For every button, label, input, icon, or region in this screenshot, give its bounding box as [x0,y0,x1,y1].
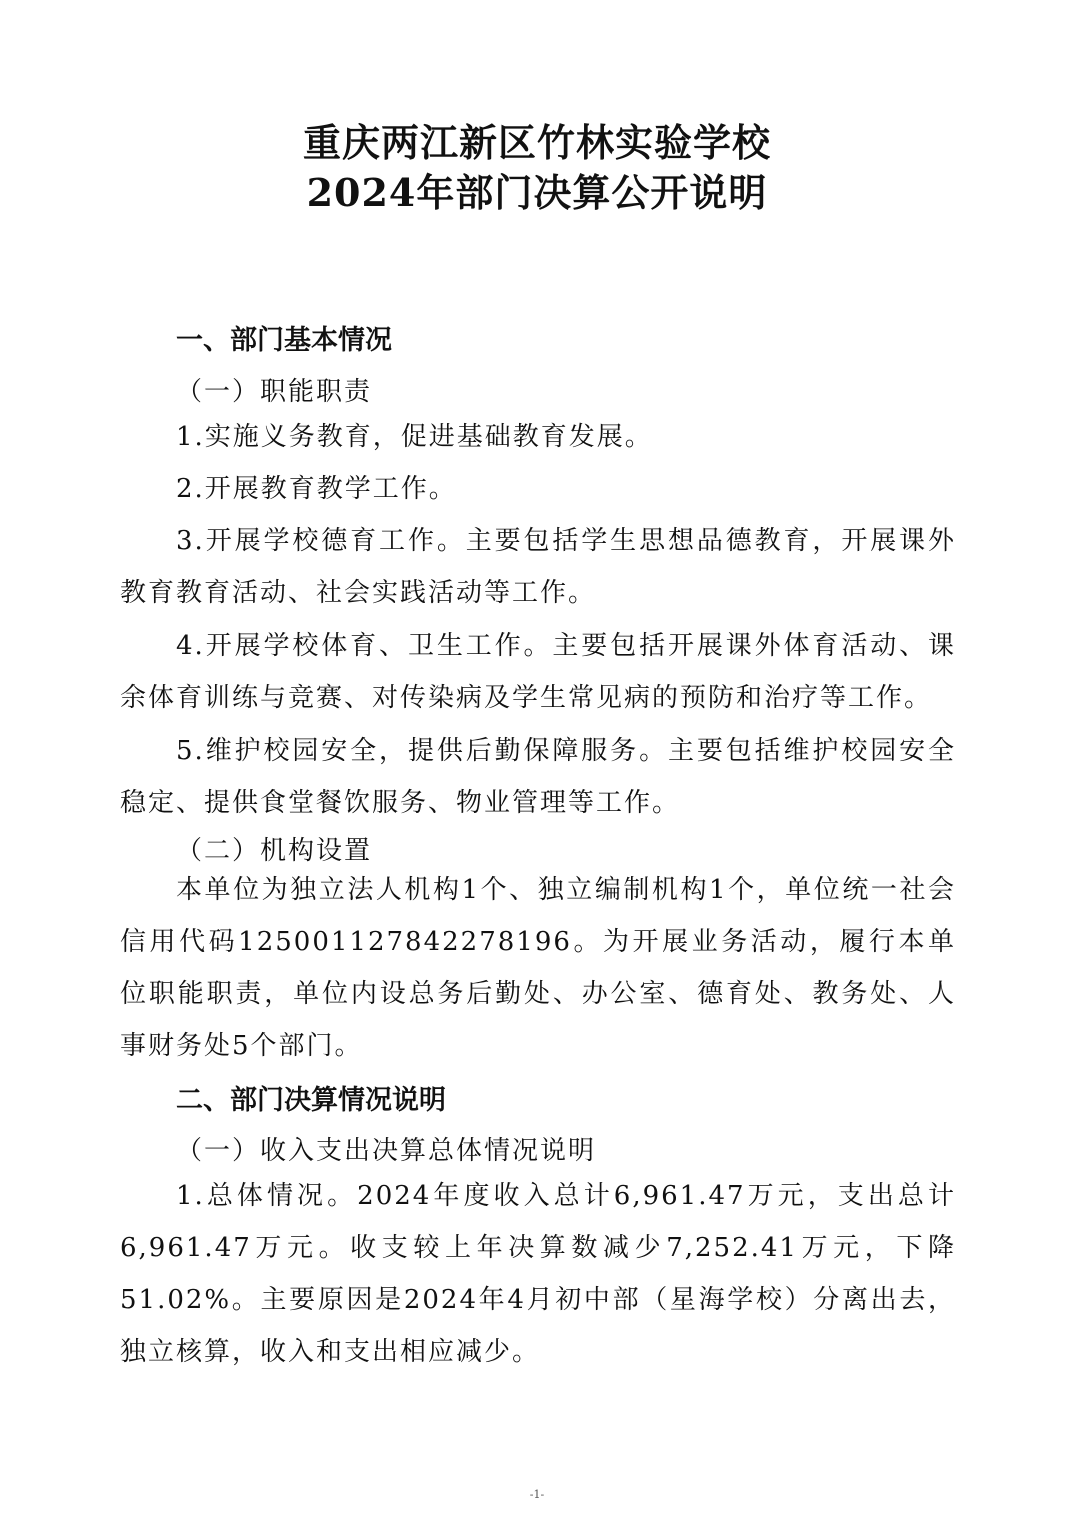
organization-paragraph: 本单位为独立法人机构1个、独立编制机构1个，单位统一社会信用代码125001127842278196。为开展业务活动，履行本单位职能职责，单位内设总务后勤处、办公室、德育处、教务处、人事财务处5个部门。 [120,875,956,1061]
document-title-line1: 重庆两江新区竹林实验学校 [302,120,771,165]
duty-item-3: 3.开展学校德育工作。主要包括学生思想品德教育，开展课外教育教育活动、社会实践活动等工作。 [120,526,956,608]
section1-sub2-heading: （二）机构设置 [176,836,373,866]
duty-item-4: 4.开展学校体育、卫生工作。主要包括开展课外体育活动、课余体育训练与竞赛、对传染病及学生常见病的预防和治疗等工作。 [120,631,956,713]
duty-item-2: 2.开展教育教学工作。 [176,474,457,504]
duty-item-5: 5.维护校园安全，提供后勤保障服务。主要包括维护校园安全稳定、提供食堂餐饮服务、物业管理等工作。 [120,736,956,818]
section1-sub1-heading: （一）职能职责 [176,377,373,407]
document-title-line2: 2024年部门决算公开说明 [306,170,768,215]
page-number: -1- [529,1488,545,1501]
duty-item-1: 1.实施义务教育，促进基础教育发展。 [176,422,653,452]
section1-heading: 一、部门基本情况 [176,325,392,356]
section2-heading: 二、部门决算情况说明 [176,1085,446,1116]
overall-situation-paragraph: 1.总体情况。2024年度收入总计6,961.47万元，支出总计6,961.47万元。收支较上年决算数减少7,252.41万元，下降51.02%。主要原因是2024年4月初中部（星海学校）分离出去，独立核算，收入和支出相应减少。 [120,1181,956,1367]
section2-sub1-heading: （一）收入支出决算总体情况说明 [176,1136,597,1166]
